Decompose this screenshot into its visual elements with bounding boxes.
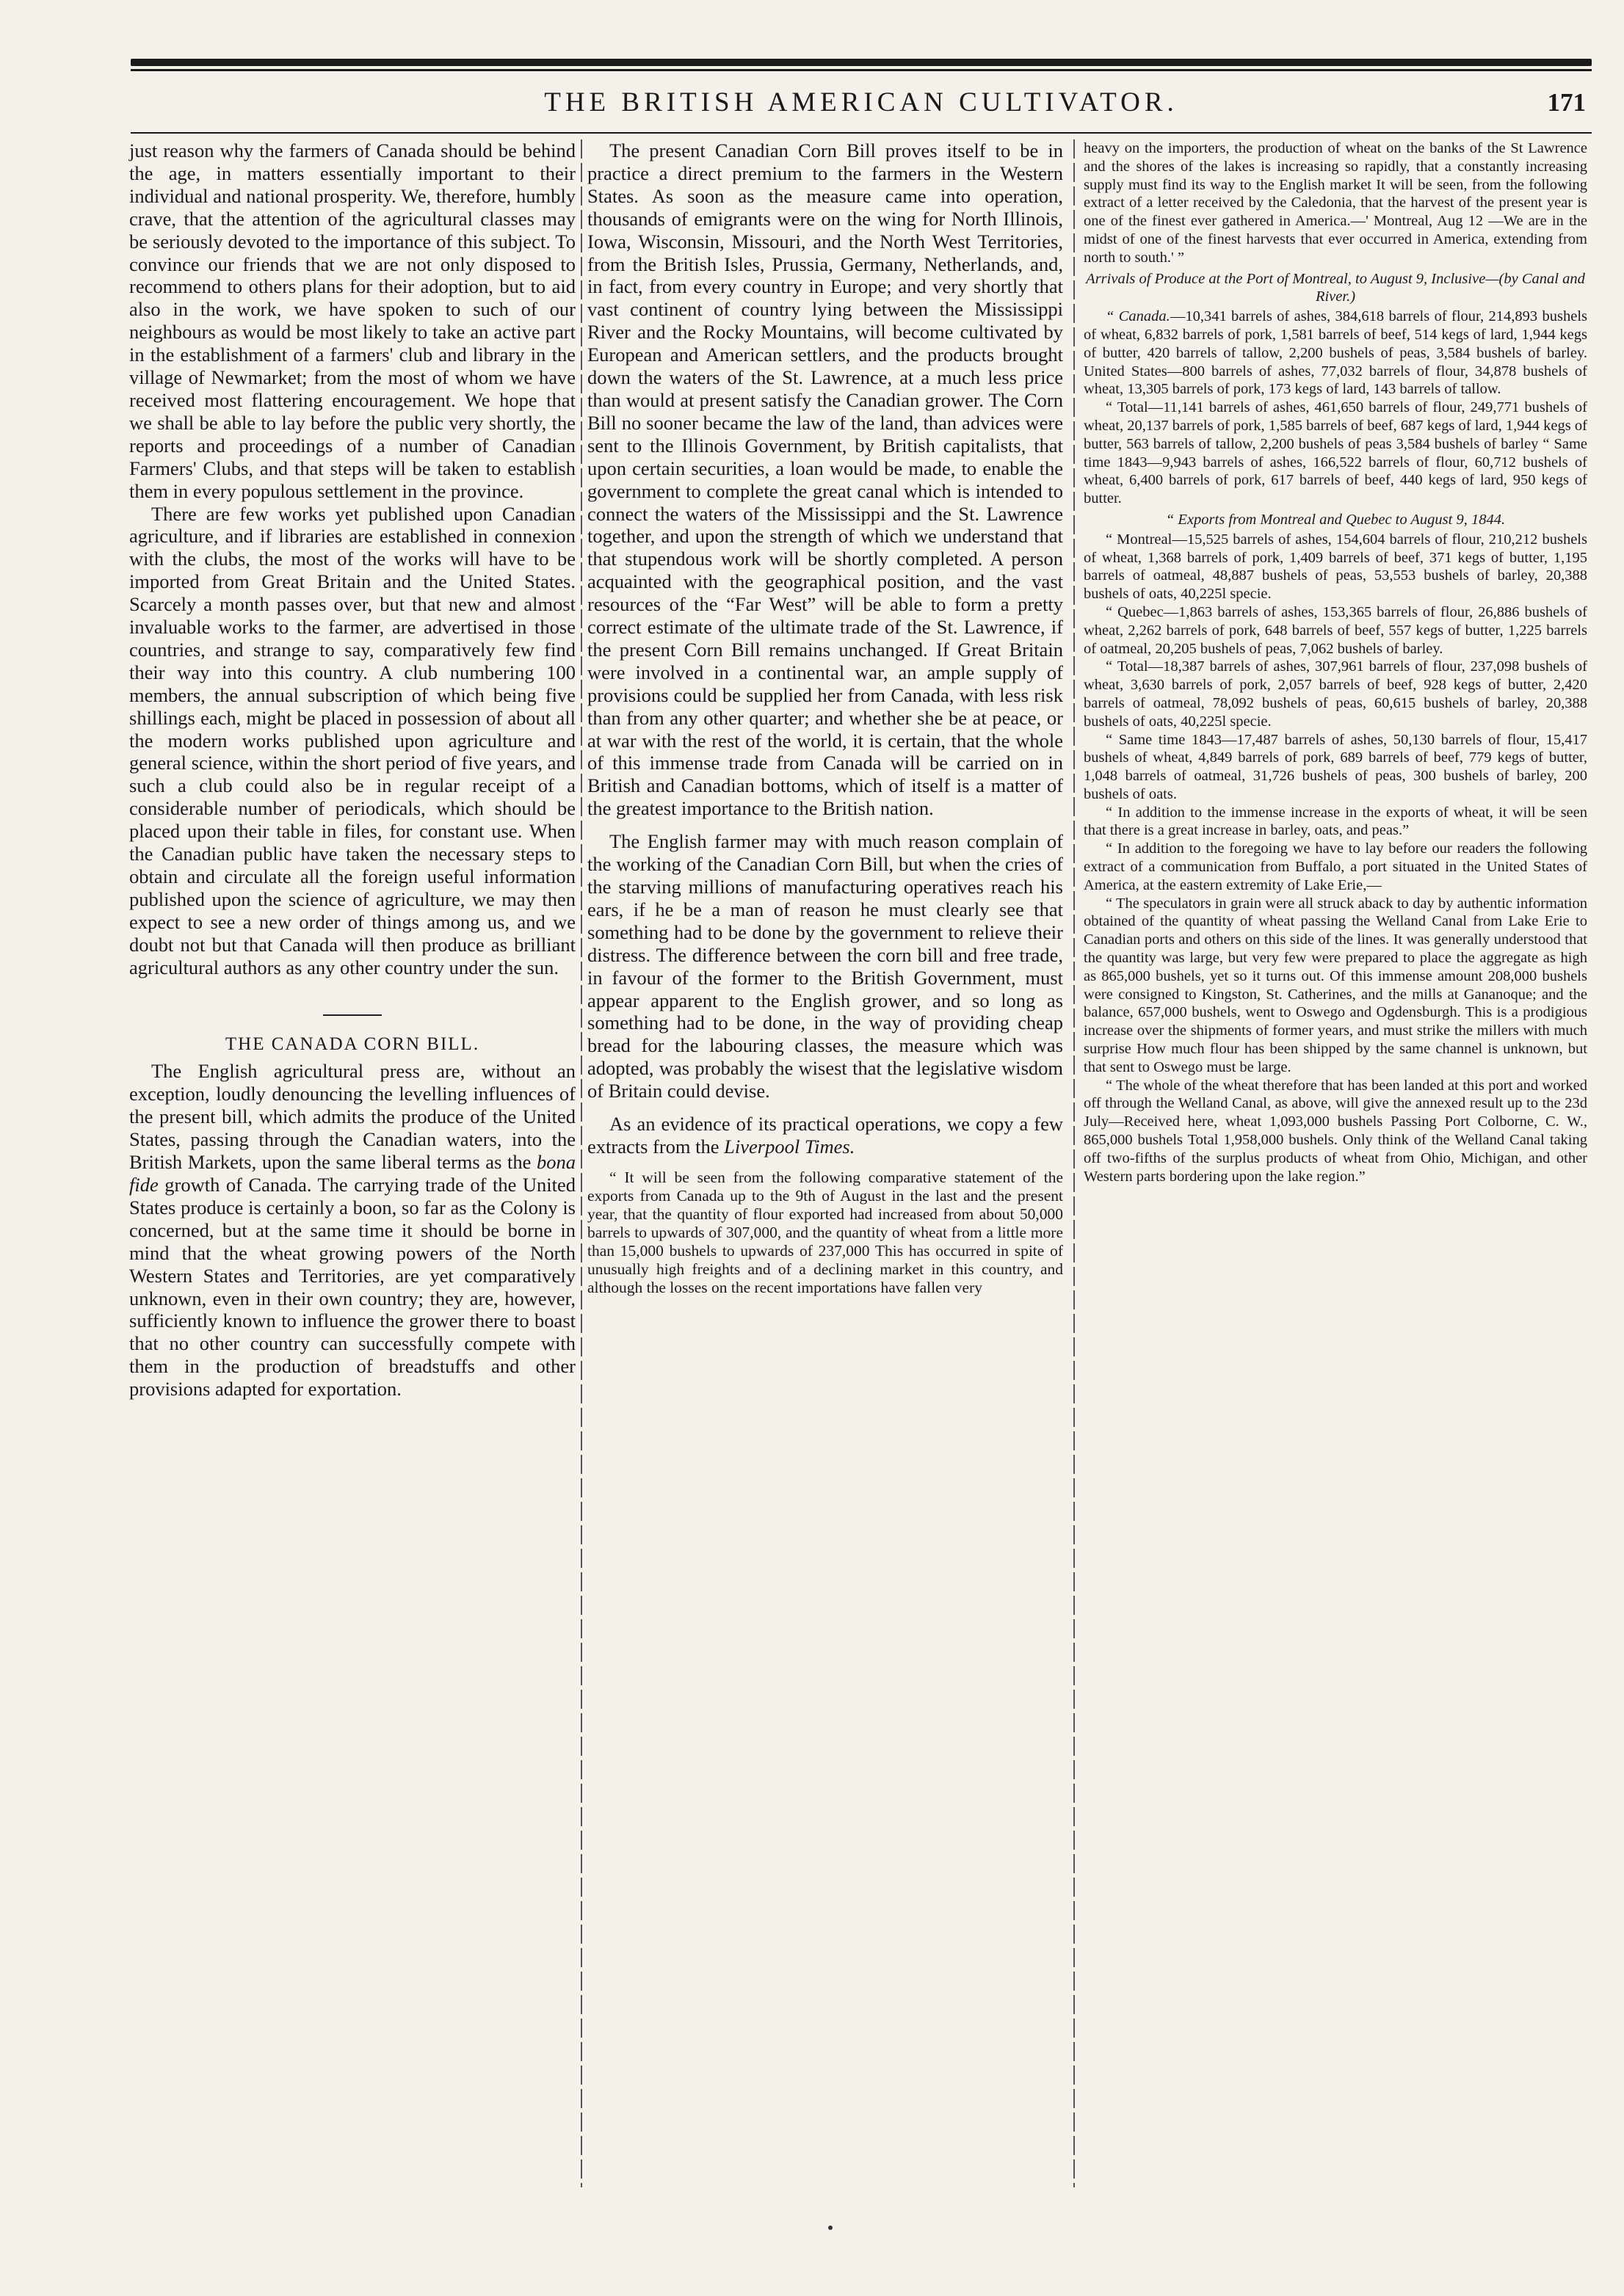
paragraph: heavy on the importers, the production of wheat on the banks of the St Lawrence and the shores of the lakes is increasing so rapidly, that a constantly increasing supply must find its way to the English market It will be seen, from the following extract of a letter received by the Caledonia, that the harvest of the present year is one of the finest ever gathered in America.—' Montreal, Aug 12 —We are in the midst of one of the finest harvests that ever occurred in America, extending from north to south.' ”	[1084, 140, 1587, 266]
paragraph: “ Same time 1843—17,487 barrels of ashes, 50,130 barrels of flour, 15,417 bushels of wheat, 4,849 barrels of pork, 689 barrels of beef, 779 kegs of butter, 1,048 barrels of oatmeal, 31,726 bushels of peas, 300 bushels of barley, 200 bushels of oats.	[1084, 731, 1587, 802]
paragraph: “ The speculators in grain were all struck aback to day by authentic information obtained of the quantity of wheat passing the Welland Canal from Lake Erie to Canadian ports and others on this side of the lines. It was generally understood that the quantity was large, but very few were prepared to place the aggregate as high as 865,000 bushels, yet so it turns out. Of this immense amount 208,000 bushels were consigned to Kingston, St. Catherines, and the mills at Gananoque; and the balance, 657,000 bushels, went to Oswego and Ogdensburgh. This is a prodigious increase over the shipments of former years, and must strike the millers with much surprise How much flour has been shipped by the same channel is unknown, but that sent to Oswego must be large.	[1084, 895, 1587, 1075]
paragraph: There are few works yet published upon Canadian agriculture, and if libraries are established in connexion with the clubs, the most of the works will have to be imported from Great Britain and the United States. Scarcely a month passes over, but that new and almost invaluable works to the farmer, are advertised in those countries, and strange to say, comparatively few find their way into this country. A club numbering 100 members, the annual subscription of which being five shillings each, might be placed in possession of about all the modern works published upon agriculture and general science, within the short period of five years, and such a club could also be in regular receipt of a considerable number of periodicals, which should be placed upon their table in files, for constant use. When the Canadian public have taken the necessary steps to obtain and circulate all the foreign useful information published upon the science of agriculture, we may then expect to see a new order of things among us, and we doubt not but that Canada will then produce as brilliant agricultural authors as any other country under the sun.	[129, 502, 576, 978]
running-title: THE BRITISH AMERICAN CULTIVATOR.	[544, 87, 1178, 117]
paragraph: “ Total—11,141 barrels of ashes, 461,650 barrels of flour, 249,771 bushels of wheat, 20,137 barrels of pork, 1,585 barrels of beef, 687 kegs of lard, 1,944 kegs of butter, 563 barrels of tallow, 2,200 bushels of peas 3,584 bushels of barley “ Same time 1843—9,943 barrels of ashes, 166,522 barrels of flour, 60,712 bushels of wheat, 6,400 barrels of pork, 617 barrels of beef, 440 kegs of lard, 950 kegs of butter.	[1084, 399, 1587, 507]
paragraph: “ In addition to the foregoing we have to lay before our readers the following extract of a communication from Buffalo, a port situated in the United States of America, at the eastern extremity of Lake Erie,—	[1084, 840, 1587, 893]
section-title: THE CANADA CORN BILL.	[225, 1033, 480, 1054]
paragraph: As an evidence of its practical operations, we copy a few extracts from the Liverpool Times.	[587, 1113, 1063, 1158]
paragraph: “ Quebec—1,863 barrels of ashes, 153,365 barrels of flour, 26,886 bushels of wheat, 2,262 barrels of pork, 648 barrels of beef, 557 kegs of butter, 1,225 barrels of oatmeal, 20,205 bushels of peas, 7,062 bushels of barley.	[1084, 603, 1587, 657]
column-left	[129, 139, 576, 1401]
section-divider	[323, 1014, 382, 1016]
column-divider	[581, 139, 582, 2187]
column-right	[1084, 139, 1587, 1185]
paragraph: just reason why the farmers of Canada should be behind the age, in matters essentially important to their individual and national prosperity. We, therefore, humbly crave, that the attention of the agricultural classes may be seriously devoted to the importance of this subject. To convince our friends that we are not only disposed to recommend to others plans for their adoption, but to aid also in the work, we have spoken to such of our neighbours as would be most likely to take an active part in the establishment of a farmers' club and library in the village of Newmarket; from the most of whom we have received most flattering encouragement. We hope that we shall be able to lay before the public very shortly, the reports and proceedings of a number of Canadian Farmers' Clubs, and that steps will be taken to establish them in every populous settlement in the province.	[129, 139, 576, 502]
footer-dot	[828, 2226, 833, 2230]
quoted-paragraph: “ It will be seen from the following comparative statement of the exports from Canada up to the 9th of August in the last and the present year, that the quantity of flour exported had increased from about 50,000 barrels to upwards of 307,000, and the quantity of wheat from a little more than 15,000 bushels to upwards of 237,000 This has occurred in spite of unusually high freights and of a declining market in this country, and although the losses on the recent importations have fallen very	[587, 1168, 1063, 1296]
page-number: 171	[1547, 88, 1586, 117]
top-decorative-rule-thin	[131, 69, 1592, 71]
header-rule	[131, 132, 1592, 134]
top-decorative-rule	[131, 59, 1592, 66]
paragraph: “ Montreal—15,525 barrels of ashes, 154,604 barrels of flour, 210,212 bushels of wheat, 1,368 barrels of pork, 1,409 barrels of beef, 371 kegs of butter, 1,195 barrels of oatmeal, 48,887 bushels of peas, 53,553 bushels of barley, 20,388 bushels of oats, 40,225l specie.	[1084, 531, 1587, 603]
paragraph: The English farmer may with much reason complain of the working of the Canadian Corn Bill, but when the cries of the starving millions of manufacturing operatives reach his ears, if he be a man of reason he must clearly see that something had to be done by the government to relieve their distress. The difference between the corn bill and free trade, in favour of the former to the British Government, must appear apparent to the English grower, and so long as something had to be done, in the way of providing cheap bread for the labouring classes, the measure which was adopted, was probably the wisest that the legislative wisdom of Britain could devise.	[587, 830, 1063, 1102]
subheading: “ Exports from Montreal and Quebec to August 9, 1844.	[1165, 511, 1506, 528]
paragraph: “ The whole of the wheat therefore that has been landed at this port and worked off through the Welland Canal, as above, will give the annexed result up to the 23d July—Received here, wheat 1,093,000 bushels Passing Port Colborne, C. W., 865,000 bushels Total 1,958,000 bushels. Only think of the Welland Canal taking off two-fifths of the surplus products of wheat from Ohio, Michigan, and other Western parts bordering upon the lake region.”	[1084, 1077, 1587, 1185]
subheading: Arrivals of Produce at the Port of Montreal, to August 9, Inclusive—(by Canal and River.)	[1086, 270, 1585, 305]
paragraph: The English agricultural press are, without an exception, loudly denouncing the levelling influences of the present bill, which admits the produce of the United States, passing through the Canadian waters, into the British Markets, upon the same liberal terms as the bona fide growth of Canada. The carrying trade of the United States produce is certainly a boon, so far as the Colony is concerned, but at the same time it should be borne in mind that the wheat growing powers of the North Western States and Territories, are yet comparatively unknown, even in their own country; they are, however, sufficiently known to influence the grower there to boast that no other country can successfully compete with them in the production of breadstuffs and other provisions adapted for exportation.	[129, 1060, 576, 1401]
paragraph: The present Canadian Corn Bill proves itself to be in practice a direct premium to the farmers in the Western States. As soon as the measure came into operation, thousands of emigrants were on the wing for North Illinois, Iowa, Wisconsin, Missouri, and the North West Territories, from the British Isles, Prussia, Germany, Netherlands, and, in fact, from every country in Europe; and very shortly that vast continent of country lying between the Mississippi River and the Rocky Mountains, will become cultivated by European and American settlers, and the products brought down the waters of the St. Lawrence, at a much less price than would at present satisfy the Canadian grower. The Corn Bill no sooner became the law of the land, than advices were sent to the Illinois Government, by British capitalists, that upon certain securities, a loan would be made, to enable the government to complete the great canal which is intended to connect the waters of the Mississippi and the St. Lawrence together, and upon the strength of which we understand that that stupendous work will be shortly completed. A person acquainted with the geographical position, and the vast resources of the “Far West” will be able to form a pretty correct estimate of the ultimate trade of the St. Lawrence, if the present Corn Bill remains unchanged. If Great Britain were involved in a continental war, an ample supply of provisions could be supplied her from Canada, with less risk than from any other quarter; and whether she be at peace, or at war with the rest of the world, it is certain, that the whole of this immense trade from Canada will be carried on in British and Canadian bottoms, which of itself is a matter of the greatest importance to the British nation.	[587, 139, 1063, 820]
paragraph: “ In addition to the immense increase in the exports of wheat, it will be seen that there is a great increase in barley, oats, and peas.”	[1084, 804, 1587, 839]
paragraph: “ Total—18,387 barrels of ashes, 307,961 barrels of flour, 237,098 bushels of wheat, 3,630 barrels of pork, 2,057 barrels of beef, 928 kegs of butter, 2,420 barrels of oatmeal, 78,092 bushels of peas, 60,615 bushels of barley, 20,388 bushels of oats, 40,225l specie.	[1084, 658, 1587, 730]
page-header	[131, 87, 1592, 131]
column-middle	[587, 139, 1063, 1297]
paragraph: “ Canada.—10,341 barrels of ashes, 384,618 barrels of flour, 214,893 bushels of wheat, 6,832 barrels of pork, 1,581 barrels of beef, 514 kegs of lard, 1,944 kegs of butter, 420 barrels of tallow, 2,200 bushels of peas, 3,584 bushels of barley. United States—800 barrels of ashes, 77,032 barrels of flour, 34,878 bushels of wheat, 13,305 barrels of pork, 173 kegs of lard, 143 barrels of tallow.	[1084, 308, 1587, 398]
column-divider	[1073, 139, 1075, 2187]
